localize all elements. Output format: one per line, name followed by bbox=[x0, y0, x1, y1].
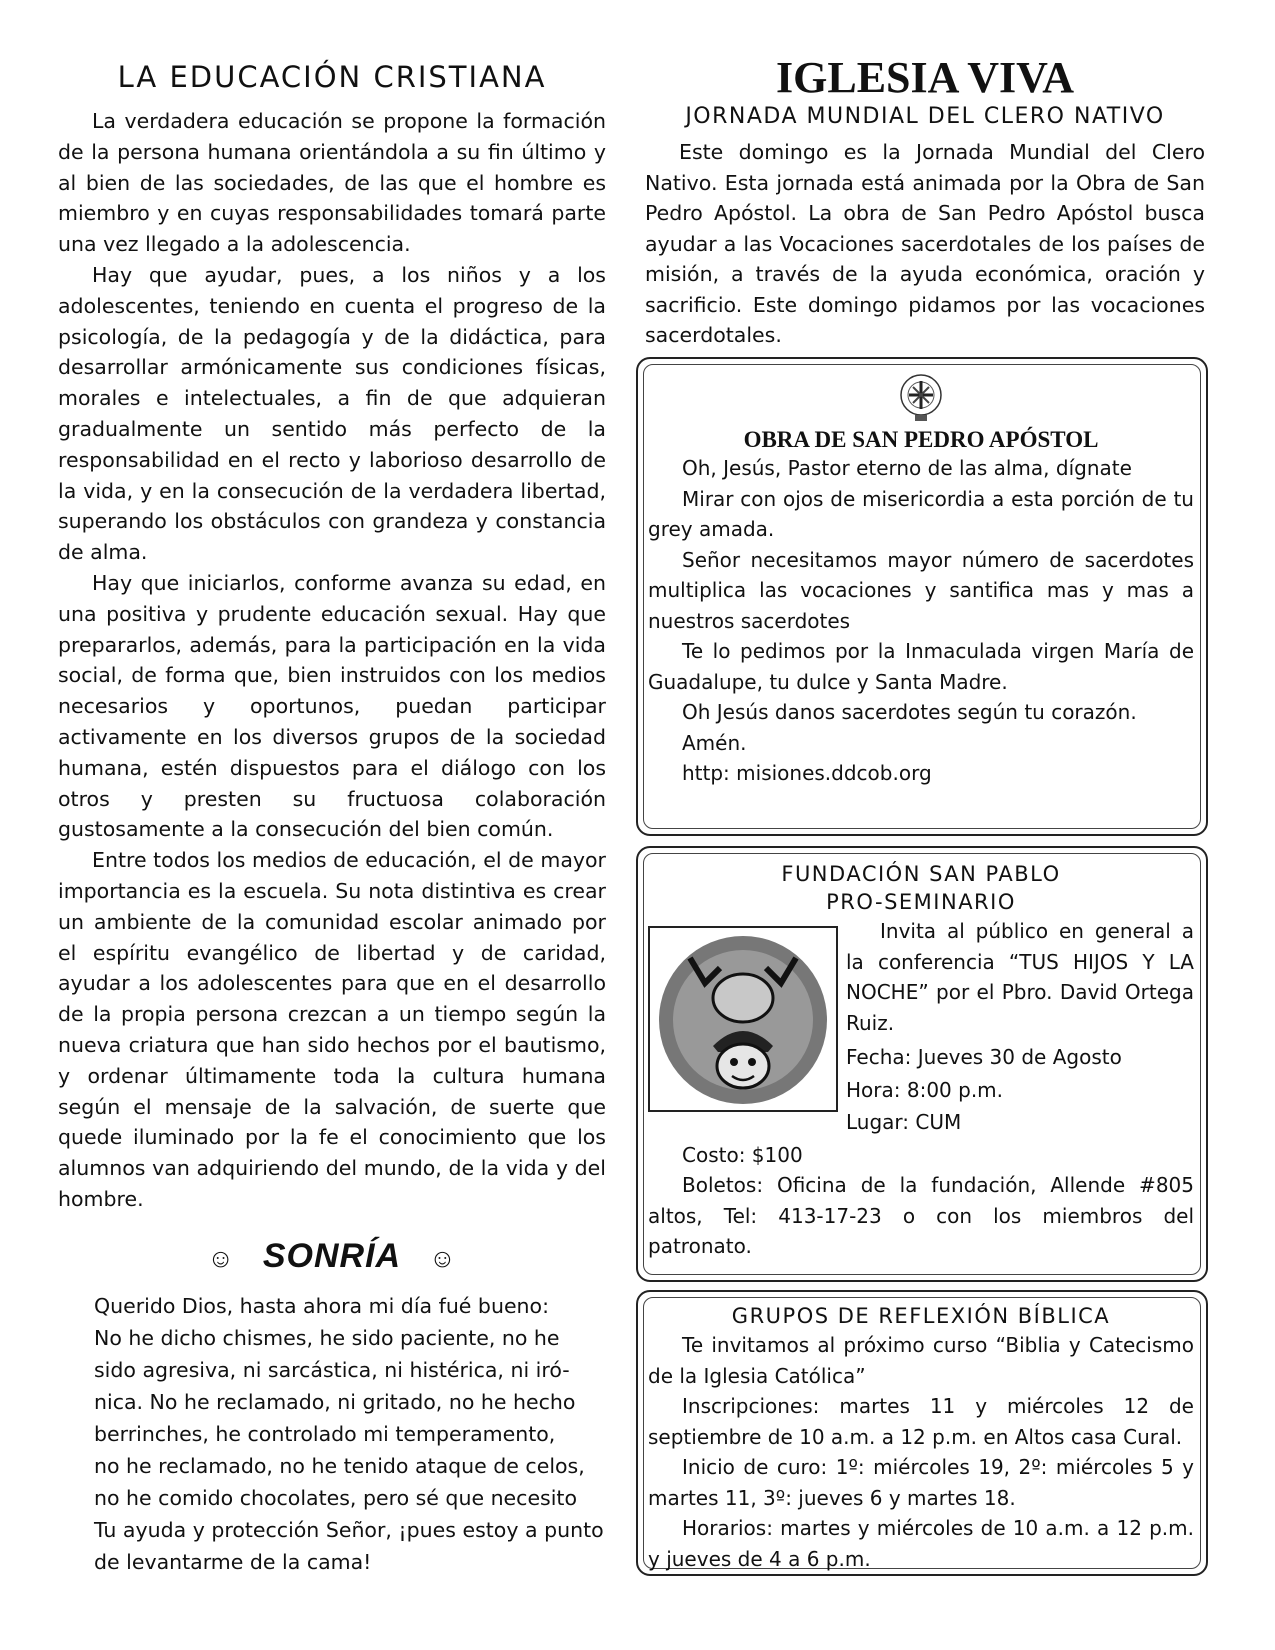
grupos-box bbox=[636, 1290, 1208, 1576]
poem-line: sido agresiva, ni sarcástica, ni histérica, ni iró- bbox=[94, 1357, 570, 1382]
prayer-line: Oh, Jesús, Pastor eterno de las alma, dígnate bbox=[682, 456, 1132, 480]
poem-line: nica. No he reclamado, ni gritado, no he hecho bbox=[94, 1389, 576, 1414]
event-time: Hora: 8:00 p.m. bbox=[846, 1077, 1004, 1102]
left-column bbox=[58, 52, 606, 1578]
smile-title: SONRÍA bbox=[262, 1236, 402, 1275]
invite-text: Invita al público en general a la conferencia “TUS HIJOS Y LA NOCHE” por el Pbro. David Ortega Ruiz. bbox=[846, 919, 1194, 1035]
article-paragraph: Entre todos los medios de educación, el de mayor importancia es la escuela. Su nota distintiva es crear un ambiente de la comunidad escolar animado por el espíritu evangélico de libertad y de caridad, ayudar a los adolescentes para que en el desarrollo de la propia persona crezcan a un tiempo según la nueva criatura que han sido hechos por el bautismo, y ordenar últimamente toda la cultura humana según el mensaje de la salvación, de suerte que quede iluminado por la fe el conocimiento que los alumnos van adquiriendo del mundo, de la vida y del hombre. bbox=[58, 848, 606, 1211]
fundacion-subtitle: PRO-SEMINARIO bbox=[826, 890, 1016, 914]
article-paragraph: Hay que iniciarlos, conforme avanza su edad, en una positiva y prudente educación sexual. Hay que prepararlos, además, para la participación en la vida social, de forma que, bien instruidos con los medios necesarios y oportunos, puedan participar activamente en los diversos grupos de la sociedad humana, estén dispuestos para el diálogo con los otros y presten su fructuosa colaboración gustosamente a la consecución del bien común. bbox=[58, 570, 606, 842]
fundacion-title: FUNDACIÓN SAN PABLO bbox=[781, 862, 1061, 886]
website-link[interactable]: http: misiones.ddcob.org bbox=[682, 761, 932, 785]
obra-title: OBRA DE SAN PEDRO APÓSTOL bbox=[743, 427, 1099, 452]
prayer-line: Señor necesitamos mayor número de sacerdotes multiplica las vocaciones y santifica mas y mas a nuestros sacerdotes bbox=[648, 547, 1194, 633]
article-title: LA EDUCACIÓN CRISTIANA bbox=[117, 60, 547, 94]
seminary-emblem-image bbox=[648, 926, 838, 1112]
intro-paragraph: Este domingo es la Jornada Mundial del Clero Nativo. Esta jornada está animada por la Obra de San Pedro Apóstol. La obra de San Pedro Apóstol busca ayudar a las Vocaciones sacerdotales de los países de misión, a través de la ayuda económica, oración y sacrificio. Este domingo pidamos por las vocaciones sacerdotales. bbox=[645, 140, 1205, 347]
poem-line: Tu ayuda y protección Señor, ¡pues estoy a punto bbox=[94, 1517, 604, 1542]
poem-line: No he dicho chismes, he sido paciente, no he bbox=[94, 1325, 560, 1350]
poem-line: de levantarme de la cama! bbox=[94, 1549, 372, 1574]
article-paragraph: La verdadera educación se propone la formación de la persona humana orientándola a su fin último y al bien de las sociedades, de las que el hombre es miembro y en cuyas responsabilidades tomará parte una vez llegado a la adolescencia. bbox=[58, 109, 606, 257]
section-subtitle: JORNADA MUNDIAL DEL CLERO NATIVO bbox=[685, 104, 1165, 129]
grupos-paragraph: Horarios: martes y miércoles de 10 a.m. a 12 p.m. y jueves de 4 a 6 p.m. bbox=[648, 1516, 1194, 1571]
prayer-line: Oh Jesús danos sacerdotes según tu corazón. bbox=[682, 700, 1137, 724]
fundacion-box bbox=[636, 846, 1208, 1282]
tickets-info: Boletos: Oficina de la fundación, Allende #805 altos, Tel: 413-17-23 o con los miembros del patronato. bbox=[648, 1173, 1194, 1258]
event-place: Lugar: CUM bbox=[846, 1110, 962, 1134]
smiley-icon: ☺ bbox=[207, 1242, 235, 1273]
poem-line: berrinches, he controlado mi temperamento, bbox=[94, 1421, 556, 1446]
poem-line: Querido Dios, hasta ahora mi día fué bueno: bbox=[94, 1293, 549, 1318]
grupos-paragraph: Te invitamos al próximo curso “Biblia y Catecismo de la Iglesia Católica” bbox=[648, 1333, 1194, 1388]
prayer-line: Amén. bbox=[682, 730, 747, 755]
masthead: IGLESIA VIVA bbox=[776, 53, 1074, 102]
poem-line: no he comido chocolates, pero sé que necesito bbox=[94, 1485, 578, 1510]
prayer-line: Te lo pedimos por la Inmaculada virgen María de Guadalupe, tu dulce y Santa Madre. bbox=[648, 639, 1194, 694]
poem bbox=[58, 1290, 606, 1578]
right-column bbox=[645, 52, 1205, 351]
poem-line: no he reclamado, no he tenido ataque de celos, bbox=[94, 1453, 585, 1478]
smiley-icon: ☺ bbox=[429, 1242, 457, 1273]
obra-box bbox=[636, 357, 1208, 836]
article-paragraph: Hay que ayudar, pues, a los niños y a los adolescentes, teniendo en cuenta el progreso de la psicología, de la pedagogía y de la didáctica, para desarrollar armónicamente sus condiciones físicas, morales e intelectuales, a fin de que adquieran gradualmente un sentido más perfecto de la responsabilidad en el recto y laborioso desarrollo de la vida, y en la consecución de la verdadera libertad, superando los obstáculos con grandeza y constancia de alma. bbox=[58, 262, 606, 565]
grupos-paragraph: Inicio de curo: 1º: miércoles 19, 2º: miércoles 5 y martes 11, 3º: jueves 6 y martes 18. bbox=[648, 1455, 1194, 1510]
grupos-title: GRUPOS DE REFLEXIÓN BÍBLICA bbox=[731, 1304, 1111, 1328]
mission-logo-icon bbox=[897, 369, 945, 425]
smile-heading bbox=[58, 1237, 606, 1276]
event-date: Fecha: Jueves 30 de Agosto bbox=[846, 1045, 1122, 1069]
grupos-paragraph: Inscripciones: martes 11 y miércoles 12 de septiembre de 10 a.m. a 12 p.m. en Altos casa Cural. bbox=[648, 1394, 1194, 1449]
prayer-line: Mirar con ojos de misericordia a esta porción de tu grey amada. bbox=[648, 486, 1194, 541]
event-cost: Costo: $100 bbox=[682, 1142, 803, 1167]
